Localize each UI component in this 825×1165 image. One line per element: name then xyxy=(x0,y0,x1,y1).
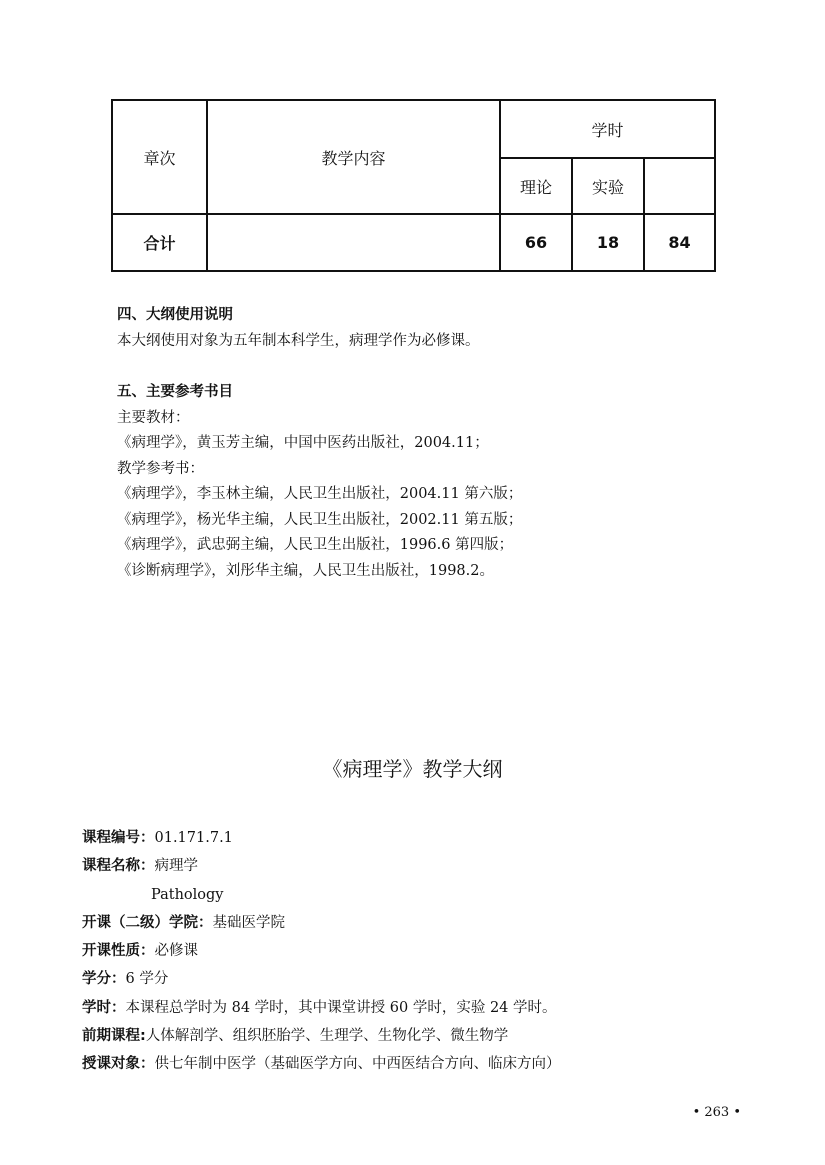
page-number: • 263 • xyxy=(692,1105,741,1120)
course-name-value: 病理学 xyxy=(154,858,198,875)
credit-value: 6 学分 xyxy=(125,971,169,988)
college-value: 基础医学院 xyxy=(212,914,285,931)
course-code-label: 课程编号： xyxy=(82,830,155,846)
prereq-value: 人体解剖学、组织胚胎学、生理学、生物化学、微生物学 xyxy=(145,1028,509,1045)
credit-row xyxy=(82,965,561,993)
section5-heading: 五、主要参考书目 xyxy=(117,384,233,400)
nature-label: 开课性质： xyxy=(82,943,155,960)
audience-value: 供七年制中医学（基础医学方向、中西医结合方向、临床方向） xyxy=(154,1056,561,1073)
course-code-value: 01.171.7.1 xyxy=(154,830,233,846)
header-hours: 学时 xyxy=(500,100,715,158)
audience-row xyxy=(82,1050,561,1078)
total-lab: 18 xyxy=(572,214,644,271)
hours-table xyxy=(111,99,716,272)
reference-line: 教学参考书： xyxy=(117,460,204,477)
section-usage-notes xyxy=(117,303,480,354)
prereq-label: 前期课程: xyxy=(82,1028,146,1045)
total-hours: 84 xyxy=(644,214,715,271)
subheader-theory: 理论 xyxy=(500,158,572,214)
subheader-total xyxy=(644,158,715,214)
course-name-en: Pathology xyxy=(151,886,224,903)
college-label: 开课（二级）学院： xyxy=(82,914,213,931)
reference-line: 《诊断病理学》，刘彤华主编，人民卫生出版社，1998.2。 xyxy=(117,562,494,579)
section4-heading: 四、大纲使用说明 xyxy=(117,307,233,323)
prereq-row xyxy=(82,1022,561,1050)
total-label: 合计 xyxy=(112,214,207,271)
hours-value: 本课程总学时为 84 学时，其中课堂讲授 60 学时，实验 24 学时。 xyxy=(125,999,557,1016)
audience-label: 授课对象： xyxy=(82,1056,155,1073)
reference-line: 《病理学》，黄玉芳主编，中国中医药出版社，2004.11； xyxy=(117,435,489,451)
reference-line: 《病理学》，武忠弼主编，人民卫生出版社，1996.6 第四版； xyxy=(117,537,514,553)
credit-label: 学分： xyxy=(82,971,126,988)
section-references xyxy=(117,380,522,584)
nature-value: 必修课 xyxy=(154,943,198,960)
course-info xyxy=(82,824,561,1079)
college-row xyxy=(82,909,561,937)
course-name-row xyxy=(82,852,561,880)
reference-line: 主要教材： xyxy=(117,409,190,426)
header-content: 教学内容 xyxy=(207,100,500,214)
nature-row xyxy=(82,937,561,965)
section4-text: 本大纲使用对象为五年制本科学生，病理学作为必修课。 xyxy=(117,332,480,349)
syllabus-title: 《病理学》教学大纲 xyxy=(322,757,503,781)
hours-row xyxy=(82,994,561,1022)
total-theory: 66 xyxy=(500,214,572,271)
header-chapter: 章次 xyxy=(112,100,207,214)
hours-label: 学时： xyxy=(82,999,126,1016)
total-content xyxy=(207,214,500,271)
reference-line: 《病理学》，杨光华主编，人民卫生出版社，2002.11 第五版； xyxy=(117,511,523,528)
subheader-lab: 实验 xyxy=(572,158,644,214)
reference-line: 《病理学》，李玉林主编，人民卫生出版社，2004.11 第六版； xyxy=(117,486,523,502)
course-name-label: 课程名称： xyxy=(82,858,155,875)
course-code-row xyxy=(82,824,561,852)
